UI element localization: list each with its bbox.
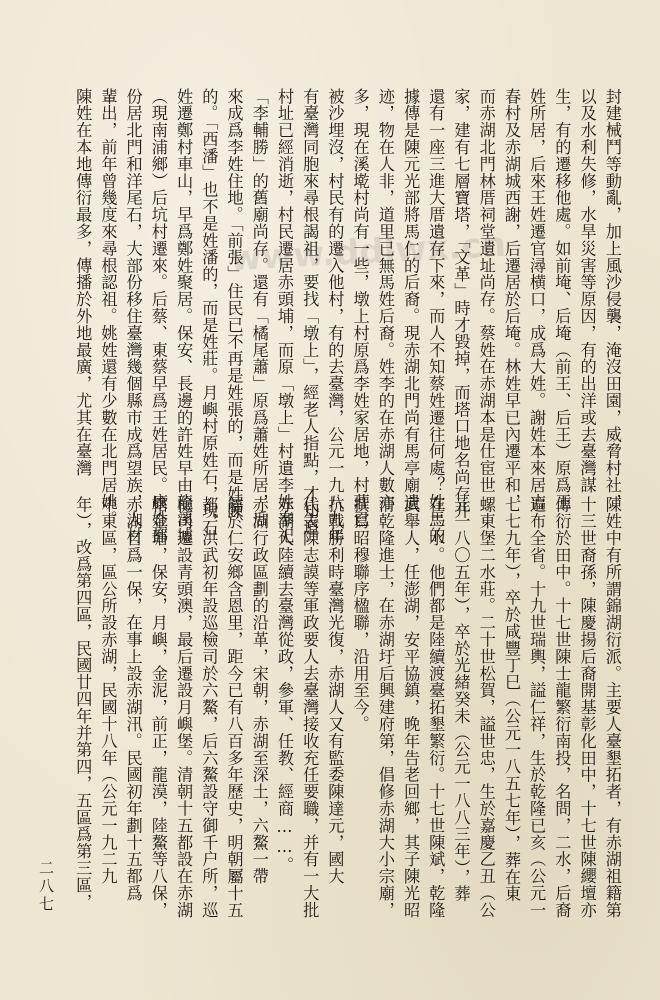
upper-text-block xyxy=(73,88,622,545)
upper-text-column: 姓遷鄭村車山，早爲鄭姓聚居。保安、長邊的許姓早由龍溪墟 xyxy=(174,88,194,545)
lower-text-column: 十三世裔孫，陳慶揚后裔開基彰化田中，十七世陳纓壇亦 xyxy=(577,496,597,919)
lower-text-column: 武舉人，任澎湖，安平協鎮，晚年告老回鄉，其子陳光昭 xyxy=(401,496,421,919)
upper-text-column: 據傳是陳元光部將馬仁的后裔。現赤湖北門尚有馬亭廟遺 xyxy=(401,88,421,511)
lower-text-column: 元一八〇五年），卒於光緒癸未（公元一八八三年），葬 xyxy=(451,496,471,903)
upper-text-column: 還有一座三進大厝遺存下來，而人不知蔡姓遷往何處？姓馬的 xyxy=(426,88,446,545)
lower-text-column: 赤湖行政區劃的沿革，宋朝，赤湖至深土，六鰲一帶 xyxy=(249,496,269,885)
lower-text-column: 年），改爲第四區，民國廿四年并第四，五區爲第三區， xyxy=(73,496,93,911)
lower-text-column: 檢司遷設青頭澳，最后遷設月嶼堡。清朝十五都設在赤湖 xyxy=(174,496,194,919)
upper-text-column: 封建械鬥等動亂，加上風沙侵襲，淹沒田園，威脅村社， xyxy=(602,88,622,511)
watermark: www.ddlwx.cn xyxy=(229,224,507,280)
lower-text-column: 赤湖自爲一保，在事上設赤湖汛。民國初年劃十五都爲 xyxy=(123,496,143,902)
upper-text-column: （現南浦鄉）后坑村遷來。后蔡、東蔡早爲王姓居民。康姓都 xyxy=(148,88,168,545)
lower-text-column: 撰寫昭穆聯序楹聯，沿用至今。 xyxy=(350,496,370,733)
upper-text-column: 輩出，前年曾幾度來尋根認祖。姚姓還有少數在北門居姚。 xyxy=(98,88,118,528)
lower-text-column: 螺東堡二水莊。二十世松賀，謚世忠，生於嘉慶乙丑（公 xyxy=(476,496,496,919)
lower-text-column: 抗戰勝利時臺灣光復，赤湖人又有監委陳達元，國大 xyxy=(325,496,345,885)
upper-text-column: 多，現在溪墘村尚有一些，墩上村原爲李姓家居地，村莊已 xyxy=(350,88,370,528)
upper-text-column: 有臺灣同胞來尋根謁祖，要找「墩上」，經老人指點，才知道 xyxy=(300,88,320,537)
upper-text-column: 村址已經消逝，村民遷居赤頭埔，而原「墩上」村遺李姓奉祀 xyxy=(274,88,294,545)
page-number: 二八七 xyxy=(37,860,55,914)
upper-text-column: 的。「西潘」也不是姓潘的，而是姓莊。月嶼村原姓石，現石 xyxy=(199,88,219,537)
lower-text-block xyxy=(74,496,620,966)
upper-text-column: 以及水利失修，水旱災害等原因，有的出洋或去臺灣謀 xyxy=(577,88,597,494)
lower-text-column: 遍布全省。十九世瑞輿，謚仁祥，生於乾隆已亥（公元一 xyxy=(527,496,547,919)
lower-text-column: 陳姓中有所謂錦湖衍派。主要人臺墾拓者，有赤湖祖籍第 xyxy=(602,496,622,919)
lower-text-column: 代表陳志謨等軍政要人去臺灣接收充任要職，并有一大批 xyxy=(300,496,320,919)
upper-text-column: 而赤湖北門林厝祠堂遺址尚存。蔡姓在赤湖本是仕宦世 xyxy=(476,88,496,494)
upper-text-column: 「李輔勝」的舊廟尚存。還有「橘尾蕭」原爲蕭姓所居，后 xyxy=(249,88,269,528)
upper-text-column: 份居北門和洋尾石，大部份移住臺灣幾個縣市成爲望族，人材 xyxy=(123,88,143,545)
upper-text-column: 姓所居，后來王姓遷官潯横口，成爲大姓。謝姓本來居吉 xyxy=(527,88,547,511)
lower-text-column: 傳衍於田中。十七世陳士龍繁衍南投，名問，二水，后裔 xyxy=(552,496,572,919)
lower-text-column: 清乾隆進士，在赤湖圩后興建府第，倡修赤湖大小宗廟， xyxy=(375,496,395,919)
upper-text-column: 家，建有七層寶塔，「文革」時才毀掉，而塔口地名尚存并 xyxy=(451,88,471,520)
lower-text-column: 七七九年），卒於咸豐丁巳（公元一八五七年），葬在東 xyxy=(501,496,521,903)
upper-text-column: 生，有的遷移他處。如前埯、后埯（前王、后王）原爲王 xyxy=(552,88,572,511)
upper-text-column: 陳姓在本地傳衍最多，傳播於外地最廣，尤其在臺灣 xyxy=(73,88,93,477)
lower-text-column: 在二水。他們都是陸續渡臺拓墾繁衍。十七世陳斌，乾隆 xyxy=(426,496,446,919)
lower-text-column: 都，洪武初年設巡檢司於六鰲，后六鰲設守御千户所，巡 xyxy=(199,496,219,919)
upper-text-column: 來成爲李姓住地。「前張」住民已不再是姓張的，而是姓陳 xyxy=(224,88,244,520)
upper-text-column: 被沙埋沒，村民有的遷入他村，有的去臺灣，公元一九八九年 xyxy=(325,88,345,545)
lower-text-column: 赤湖人陸續去臺灣從政，參軍、任教、經商……。 xyxy=(274,496,294,874)
lower-text-column: 中東區，區公所設赤湖，民國十八年（公元一九二九 xyxy=(98,496,118,885)
upper-text-column: 春村及赤湖城西謝，后遷居於后埯。林姓早已內遷平和， xyxy=(501,88,521,511)
upper-text-column: 迹，物在人非，道里已無馬姓后裔。姓李的在赤湖人數亦 xyxy=(375,88,395,511)
lower-text-column: 轄金塘，保安，月嶼，金泥，前正，龍漠，陸鰲等八保， xyxy=(148,496,168,919)
lower-text-column: 屬於仁安鄉含恩里，距今已有八百多年歷史，明朝屬十五 xyxy=(224,496,244,919)
